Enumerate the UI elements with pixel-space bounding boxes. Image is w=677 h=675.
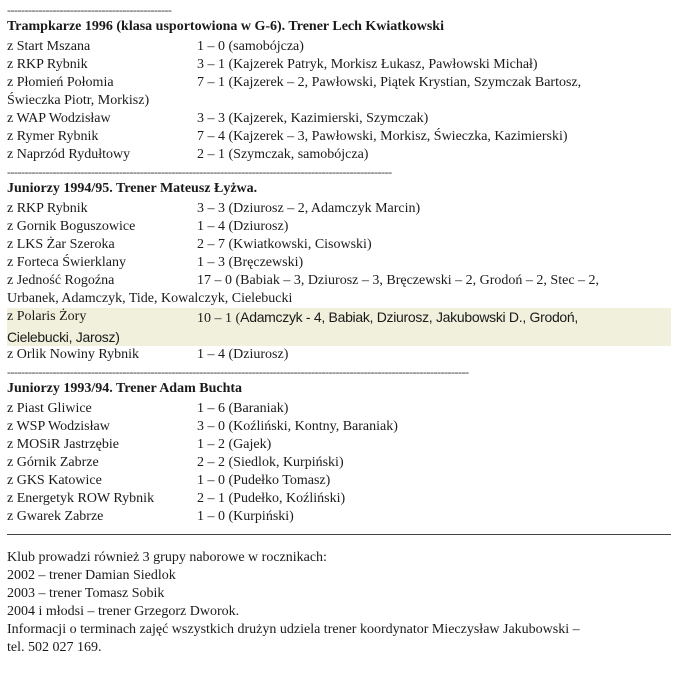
result-continuation: Urbanek, Adamczyk, Tide, Kowalczyk, Cielebucki: [7, 291, 293, 306]
opponent: z WSP Wodzisław: [7, 419, 110, 434]
opponent: z Energetyk ROW Rybnik: [7, 491, 155, 506]
result: 3 – 3 (Dziurosz – 2, Adamczyk Marcin): [197, 201, 421, 216]
opponent: z WAP Wodzisław: [7, 111, 111, 126]
horizontal-rule: [7, 534, 671, 535]
section-heading: Juniorzy 1994/95. Trener Mateusz Łyżwa.: [7, 181, 258, 196]
match-row: [7, 236, 671, 254]
section-juniorzy-1993-94: [7, 364, 671, 526]
match-row-highlighted: [7, 308, 671, 328]
match-list: [7, 38, 671, 164]
result: 1 – 4 (Dziurosz): [197, 219, 289, 234]
opponent: z Start Mszana: [7, 39, 91, 54]
match-row: [7, 272, 671, 290]
section-heading: Juniorzy 1993/94. Trener Adam Buchta: [7, 381, 243, 396]
match-row: [7, 472, 671, 490]
opponent: z RKP Rybnik: [7, 201, 88, 216]
opponent: z GKS Katowice: [7, 473, 102, 488]
dash-separator: ------------------------------------------------------------------------------------------------------------------------------------: [7, 365, 469, 379]
dash-separator: -----------------------------------------------: [7, 3, 172, 17]
footer-notes: [7, 549, 671, 657]
result-continuation: Cielebucki, Jarosz): [7, 329, 120, 345]
document: [7, 2, 671, 657]
opponent: z Gwarek Zabrze: [7, 509, 104, 524]
result: 2 – 1 (Szymczak, samobójcza): [197, 147, 369, 162]
match-row: [7, 110, 671, 128]
match-row: [7, 38, 671, 56]
opponent: z Płomień Połomia: [7, 75, 114, 90]
opponent: z Górnik Zabrze: [7, 455, 99, 470]
result-scorers: Adamczyk - 4, Babiak, Dziurosz, Jakubowski D., Grodoń,: [240, 309, 578, 325]
result: 2 – 7 (Kwiatkowski, Cisowski): [197, 237, 372, 252]
result: 1 – 2 (Gajek): [197, 437, 272, 452]
opponent: z MOSiR Jastrzębie: [7, 437, 119, 452]
footer-group: 2004 i młodsi – trener Grzegorz Dworok.: [7, 604, 240, 619]
match-row: [7, 56, 671, 74]
opponent: z Polaris Żory: [7, 309, 87, 324]
match-row: [7, 200, 671, 218]
result: 2 – 2 (Siedlok, Kurpiński): [197, 455, 344, 470]
section-juniorzy-1994-95: [7, 164, 671, 364]
result: 3 – 0 (Koźliński, Kontny, Baraniak): [197, 419, 398, 434]
opponent: z Jedność Rogoźna: [7, 273, 115, 288]
footer-group: 2002 – trener Damian Siedlok: [7, 568, 176, 583]
opponent: z Rymer Rybnik: [7, 129, 99, 144]
opponent: z Piast Gliwice: [7, 401, 92, 416]
opponent: z Forteca Świerklany: [7, 255, 126, 270]
section-trampkarze-1996: [7, 2, 671, 164]
dash-separator: --------------------------------------------------------------------------------------------------------------: [7, 165, 392, 179]
result: 1 – 0 (samobójcza): [197, 39, 304, 54]
match-row-continuation: [7, 290, 671, 308]
result: 1 – 3 (Bręczewski): [197, 255, 304, 270]
opponent: z Naprzód Rydułtowy: [7, 147, 131, 162]
result: 17 – 0 (Babiak – 3, Dziurosz – 3, Bręczewski – 2, Grodoń – 2, Stec – 2,: [197, 273, 600, 288]
match-row: [7, 346, 671, 364]
match-row: [7, 436, 671, 454]
result: 3 – 1 (Kajzerek Patryk, Morkisz Łukasz, Pawłowski Michał): [197, 57, 538, 72]
result: 1 – 0 (Pudełko Tomasz): [197, 473, 331, 488]
match-row-continuation: [7, 92, 671, 110]
result: 7 – 4 (Kajzerek – 3, Pawłowski, Morkisz, Świeczka, Kazimierski): [197, 129, 568, 144]
match-list: [7, 200, 671, 364]
footer-group: 2003 – trener Tomasz Sobik: [7, 586, 165, 601]
match-row: [7, 454, 671, 472]
match-row: [7, 418, 671, 436]
match-list: [7, 400, 671, 526]
opponent: z LKS Żar Szeroka: [7, 237, 115, 252]
footer-info: Informacji o terminach zajęć wszystkich drużyn udziela trener koordynator Mieczysław Jakubowski –: [7, 622, 580, 637]
result: 7 – 1 (Kajzerek – 2, Pawłowski, Piątek Krystian, Szymczak Bartosz,: [197, 75, 582, 90]
result: [197, 308, 671, 328]
match-row: [7, 508, 671, 526]
match-row-continuation: [7, 328, 671, 346]
match-row: [7, 146, 671, 164]
match-row: [7, 74, 671, 92]
result: 1 – 4 (Dziurosz): [197, 347, 289, 362]
match-row: [7, 490, 671, 508]
result-score: 10 – 1 (: [197, 311, 241, 326]
footer-intro: Klub prowadzi również 3 grupy naborowe w rocznikach:: [7, 550, 327, 565]
result: 1 – 6 (Baraniak): [197, 401, 289, 416]
opponent: z RKP Rybnik: [7, 57, 88, 72]
match-row: [7, 400, 671, 418]
opponent: z Gornik Boguszowice: [7, 219, 136, 234]
opponent: z Orlik Nowiny Rybnik: [7, 347, 140, 362]
result-continuation: Świeczka Piotr, Morkisz): [7, 93, 150, 108]
match-row: [7, 128, 671, 146]
result: 3 – 3 (Kajzerek, Kazimierski, Szymczak): [197, 111, 429, 126]
result: 2 – 1 (Pudełko, Koźliński): [197, 491, 346, 506]
result: 1 – 0 (Kurpiński): [197, 509, 294, 524]
match-row: [7, 218, 671, 236]
match-row: [7, 254, 671, 272]
section-heading: Trampkarze 1996 (klasa usportowiona w G-6). Trener Lech Kwiatkowski: [7, 19, 444, 34]
footer-phone: tel. 502 027 169.: [7, 640, 102, 655]
